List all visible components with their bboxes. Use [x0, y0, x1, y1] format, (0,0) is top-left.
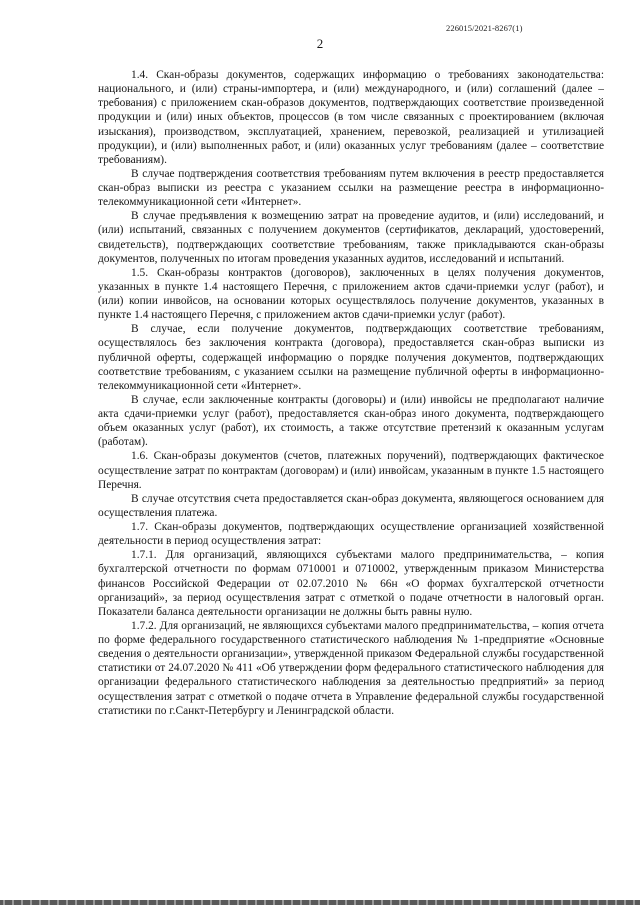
paragraph-1-5: 1.5. Скан-образы контрактов (договоров), заключенных в целях получения документов, указанных в пункте 1.4 настоящего Перечня, с приложением актов сдачи-приемки услуг (работ), и (или) копии инвойсов, на основании которых осуществлялось получение документов, указанных в пункте 1.4 настоящего Перечня, с приложением актов сдачи-приемки услуг (работ). [98, 266, 604, 322]
paragraph-audits: В случае предъявления к возмещению затрат на проведение аудитов, и (или) исследований, и (или) испытаний, связанных с получением документов (сертификатов, деклараций, удостоверений, свидетельств), подтверждающих соответствие требованиям, также прикладываются скан-образы документов, полученных по итогам проведения указанных аудитов, исследований и испытаний. [98, 210, 604, 265]
paragraph-no-act: В случае, если заключенные контракты (договоры) и (или) инвойсы не предполагают наличие акта сдачи-приемки услуг (работ), предоставляется скан-образ иного документа, подтверждающего объем оказанных услуг (работ), их стоимость, а также отсутствие претензий к оказанным услугам (работам). [98, 393, 604, 449]
paragraph-1-7-1: 1.7.1. Для организаций, являющихся субъектами малого предпринимательства, – копия бухгалтерской отчетности по формам 0710001 и 0710002, утвержденным приказом Министерства финансов Российской Федерации от 02.07.2010 № 66н «О формах бухгалтерской отчетности организаций», за период осуществления затрат с отметкой о подаче отчетности в налоговый орган. Показатели баланса деятельности организации не должны быть равны нулю. [98, 549, 604, 618]
paragraph-1-6: 1.6. Скан-образы документов (счетов, платежных поручений), подтверждающих фактическое осуществление затрат по контрактам (договорам) и (или) инвойсам, указанным в пункте 1.5 настоящего Перечня. [98, 450, 604, 491]
document-id: 226015/2021-8267(1) [446, 23, 523, 33]
paragraph-no-invoice: В случае отсутствия счета предоставляется скан-образ документа, являющегося основанием для осуществления платежа. [98, 492, 604, 519]
paragraph-1-7-2: 1.7.2. Для организаций, не являющихся субъектами малого предпринимательства, – копия отчета по форме федерального государственного статистического наблюдения № 1-предприятие «Основные сведения о деятельности организации», утвержденной приказом Федеральной службы государственной статистики от 24.07.2020 № 411 «Об утверждении форм федерального статистического наблюдения для организации федерального статистического наблюдения за деятельностью предприятий» за период осуществления затрат с отметкой о подаче отчета в Управление федеральной службы государственной статистики по г.Санкт-Петербургу и Ленинградской области. [98, 619, 604, 717]
paragraph-public-offer: В случае, если получение документов, подтверждающих соответствие требованиям, осуществлялось без заключения контракта (договора), предоставляется скан-образ выписки из публичной оферты, содержащей информацию о порядке получения документов, подтверждающих соответствие требованиям, с указанием ссылки на размещение публичной оферты в информационно-телекоммуникационной сети «Интернет». [98, 323, 604, 392]
paragraph-1-7: 1.7. Скан-образы документов, подтверждающих осуществление организацией хозяйственной деятельности в период осуществления затрат: [98, 521, 604, 548]
paragraph-registry: В случае подтверждения соответствия требованиям путем включения в реестр предоставляется скан-образ выписки из реестра с указанием ссылки на размещение реестра в информационно-телекоммуникационной сети «Интернет». [98, 167, 604, 209]
scan-edge-line [0, 900, 640, 905]
document-body [98, 68, 604, 718]
page-number: 2 [316, 36, 324, 51]
paragraph-1-4: 1.4. Скан-образы документов, содержащих информацию о требованиях законодательства: национального, и (или) страны-импортера, и (или) международного, и (или) соглашений (далее – требования) с приложением скан-образов документов, подтверждающих соответствие произведенной продукции и (или) иных объектов, процессов (в том числе связанных с проектированием (включая изыскания), производством, эксплуатацией, хранением, перевозкой, реализацией и утилизацией продукции), и (или) выполненных работ, и (или) оказанных услуг требованиям (далее – соответствие требованиям). [98, 69, 604, 166]
